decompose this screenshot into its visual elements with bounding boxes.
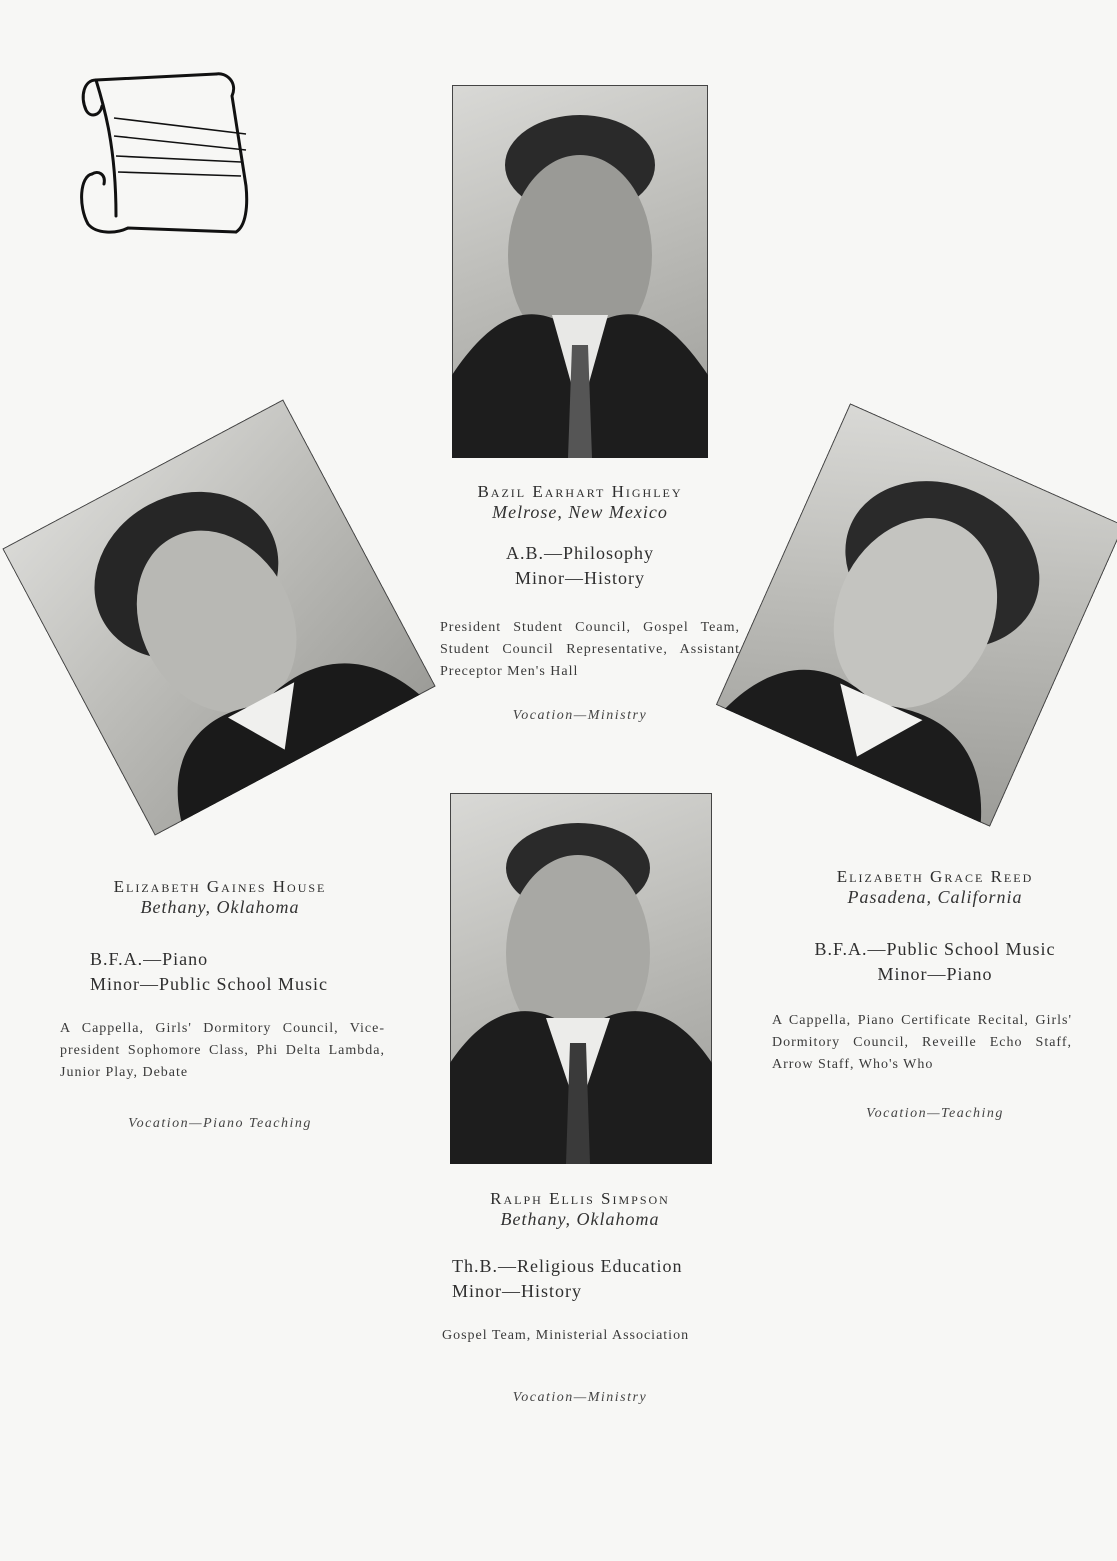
senior-name: Ralph Ellis Simpson: [490, 1189, 670, 1208]
senior-name: Elizabeth Grace Reed: [836, 867, 1034, 886]
portrait-photo-simpson: [450, 793, 712, 1164]
music-scroll-icon: [76, 66, 258, 240]
senior-hometown: Bethany, Oklahoma: [500, 1209, 660, 1229]
senior-hometown: Pasadena, California: [847, 887, 1023, 907]
instrument-scroll-logo: [76, 66, 258, 240]
senior-vocation: Vocation—Piano Teaching: [128, 1116, 312, 1131]
senior-activities-highley: [440, 617, 740, 683]
senior-activities-reed: [772, 1010, 1072, 1076]
portrait-photo-house: [2, 399, 435, 835]
senior-major: B.F.A.—Public School Music: [814, 939, 1056, 959]
senior-entry-house: [70, 877, 370, 918]
senior-name: Elizabeth Gaines House: [113, 877, 327, 896]
senior-vocation-wrap: [430, 708, 730, 724]
senior-major: Th.B.—Religious Education: [452, 1256, 683, 1276]
senior-vocation: Vocation—Teaching: [866, 1106, 1004, 1121]
senior-activities: Gospel Team, Ministerial Association: [442, 1328, 690, 1343]
portrait-photo-highley: [452, 85, 708, 458]
senior-vocation-wrap: [430, 1390, 730, 1406]
senior-minor: Minor—Public School Music: [90, 974, 329, 994]
senior-minor: Minor—History: [515, 568, 645, 588]
senior-name: Bazil Earhart Highley: [477, 482, 683, 501]
senior-entry-highley: [430, 482, 730, 591]
senior-major: B.F.A.—Piano: [90, 949, 209, 969]
senior-degrees-house: [90, 947, 380, 997]
senior-degrees-simpson: [452, 1254, 752, 1304]
senior-entry-simpson: [430, 1189, 730, 1230]
senior-degrees-reed: [785, 937, 1085, 987]
senior-hometown: Bethany, Oklahoma: [140, 897, 300, 917]
senior-hometown: Melrose, New Mexico: [492, 502, 668, 522]
senior-activities-simpson: [442, 1325, 722, 1347]
senior-activities-house: [60, 1018, 385, 1084]
senior-entry-reed: [785, 867, 1085, 908]
senior-vocation: Vocation—Ministry: [512, 708, 648, 723]
senior-major: A.B.—Philosophy: [505, 543, 655, 563]
senior-minor: Minor—History: [452, 1281, 582, 1301]
senior-activities: A Cappella, Piano Certificate Recital, Girls' Dormitory Council, Reveille Echo Staff, Arrow Staff, Who's Who: [772, 1013, 1072, 1072]
senior-vocation: Vocation—Ministry: [512, 1390, 648, 1405]
senior-activities: President Student Council, Gospel Team, Student Council Representative, Assistant Preceptor Men's Hall: [440, 620, 740, 679]
senior-minor: Minor—Piano: [877, 964, 993, 984]
portrait-photo-reed: [716, 403, 1117, 826]
senior-vocation-wrap: [70, 1116, 370, 1132]
senior-activities: A Cappella, Girls' Dormitory Council, Vice-president Sophomore Class, Phi Delta Lambda, Junior Play, Debate: [60, 1021, 385, 1080]
senior-vocation-wrap: [785, 1106, 1085, 1122]
